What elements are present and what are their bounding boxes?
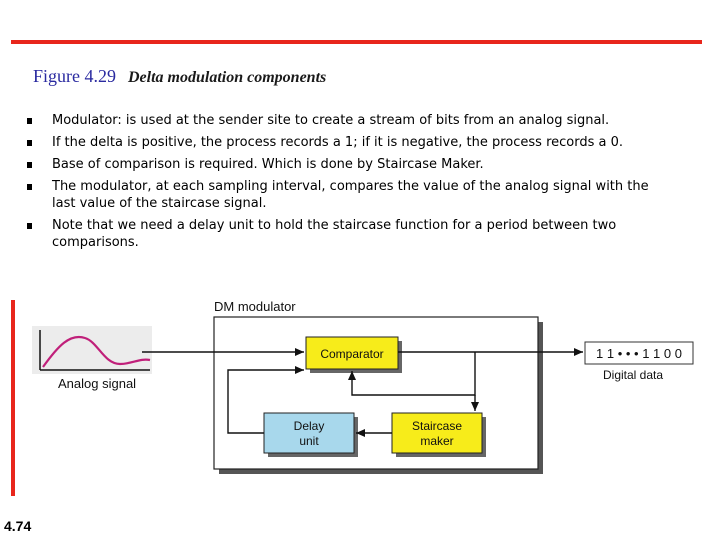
delay-unit-label-line-1: Delay	[293, 419, 325, 433]
bullet-text: Base of comparison is required. Which is done by Staircase Maker.	[52, 157, 484, 172]
page-number: 4.74	[4, 518, 32, 534]
bullet-text: Modulator: is used at the sender site to create a stream of bits from an analog signal.	[52, 113, 610, 128]
analog-signal-panel	[32, 326, 152, 374]
digital-data-bits: 1 1 • • • 1 1 0 0	[596, 346, 682, 361]
staircase-maker-label-line-1: Staircase	[411, 419, 463, 433]
figure-caption: Delta modulation components	[128, 69, 327, 86]
staircase-maker-label-line-2: maker	[420, 434, 454, 448]
figure-number: Figure 4.29	[33, 66, 116, 86]
modulator-label: DM modulator	[214, 299, 296, 314]
analog-signal-label: Analog signal	[58, 376, 137, 391]
bullet-text: The modulator, at each sampling interval, compares the value of the analog signal with the last value of the staircase signal.	[52, 179, 649, 211]
bullet-text: Note that we need a delay unit to hold the staircase function for a period between two comparisons.	[52, 218, 617, 250]
delay-unit-label-line-2: unit	[299, 434, 319, 448]
comparator-label: Comparator	[320, 347, 384, 361]
bullet-text: If the delta is positive, the process records a 1; if it is negative, the process records a 0.	[52, 135, 623, 150]
digital-data-label: Digital data	[603, 368, 664, 382]
